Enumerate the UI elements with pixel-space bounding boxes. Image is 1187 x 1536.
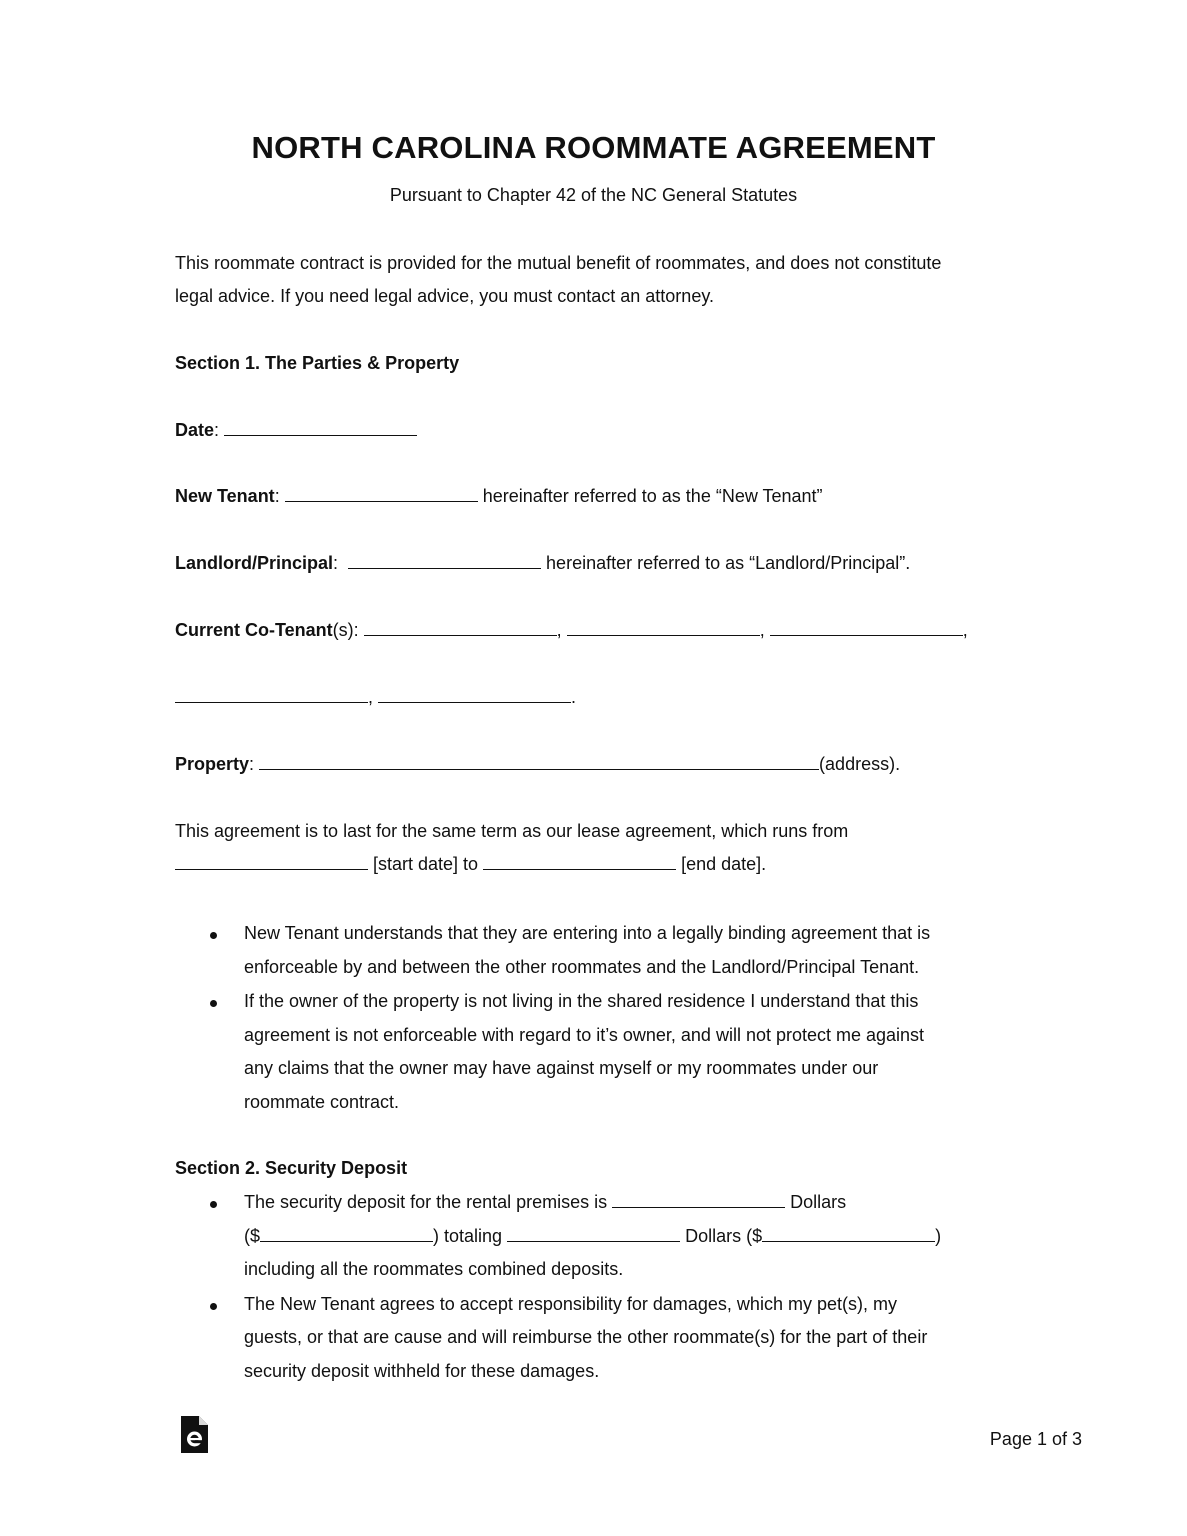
deposit-text: Dollars: [785, 1192, 847, 1212]
term-end-label: [end date].: [676, 854, 767, 874]
bullet-icon: [210, 1201, 217, 1208]
bullet-icon: [210, 932, 217, 939]
bullet-line: New Tenant understands that they are entering into a legally binding agreement that is: [244, 923, 931, 943]
list-item: [175, 917, 1015, 984]
deposit-amount-number-blank[interactable]: [260, 1224, 433, 1242]
bullet-line: enforceable by and between the other roommates and the Landlord/Principal Tenant.: [244, 956, 920, 977]
section-2-bullets: [175, 1186, 1015, 1388]
cotenant-blank-3[interactable]: [770, 618, 963, 636]
list-item: [175, 1186, 1015, 1287]
bullet-line: any claims that the owner may have against myself or my roommates under our: [244, 1058, 879, 1078]
section-1-heading: Section 1. The Parties & Property: [175, 353, 460, 373]
landlord-label: Landlord/Principal: [175, 553, 334, 573]
deposit-text: ) totaling: [433, 1225, 508, 1246]
deposit-text: Dollars ($: [680, 1225, 763, 1246]
cotenant-row: Current Co-Tenant(s): , , ,: [175, 620, 968, 640]
new-tenant-suffix: hereinafter referred to as the “New Tenant”: [477, 486, 823, 506]
section-2-heading: Section 2. Security Deposit: [175, 1158, 408, 1178]
intro-paragraph: [175, 247, 941, 313]
property-label: Property: [175, 754, 250, 774]
new-tenant-label: New Tenant: [175, 486, 275, 506]
intro-line-1: This roommate contract is provided for the mutual benefit of roommates, and does not constitute: [175, 253, 942, 273]
cotenant-row-2: , .: [175, 681, 576, 714]
cotenant-blank-4[interactable]: [175, 685, 368, 703]
landlord-blank[interactable]: [348, 551, 541, 569]
total-amount-words-blank[interactable]: [507, 1224, 680, 1242]
page-number: Page 1 of 3: [989, 1429, 1082, 1449]
total-amount-number-blank[interactable]: [762, 1224, 935, 1242]
bullet-line: agreement is not enforceable with regard to it’s owner, and will not protect me against: [244, 1024, 925, 1045]
property-suffix: (address).: [819, 754, 901, 774]
intro-line-2: legal advice. If you need legal advice, you must contact an attorney.: [175, 286, 714, 306]
date-row: Date:: [175, 414, 417, 447]
landlord-row: Landlord/Principal: hereinafter referred to as “Landlord/Principal”.: [175, 553, 911, 573]
bullet-line: If the owner of the property is not living in the shared residence I understand that this: [244, 991, 919, 1011]
list-item: [175, 1288, 1015, 1389]
term-start-label: [start date] to: [368, 854, 484, 874]
date-blank[interactable]: [224, 418, 417, 436]
deposit-line-1: [244, 1186, 1015, 1220]
bullet-icon: [210, 1303, 217, 1310]
cotenant-blank-2[interactable]: [567, 618, 760, 636]
term-paragraph: [175, 815, 848, 881]
end-date-blank[interactable]: [483, 852, 676, 870]
date-label: Date: [175, 420, 215, 440]
property-blank[interactable]: [259, 752, 819, 770]
document-title: NORTH CAROLINA ROOMMATE AGREEMENT: [251, 130, 936, 165]
deposit-text: ): [935, 1225, 942, 1246]
cotenant-label-suffix: (s):: [332, 620, 364, 640]
cotenant-blank-1[interactable]: [364, 618, 557, 636]
deposit-text: ($: [244, 1225, 261, 1246]
new-tenant-blank[interactable]: [285, 484, 478, 502]
bullet-line: security deposit withheld for these damages.: [244, 1360, 600, 1381]
property-row: Property: (address).: [175, 754, 901, 774]
eforms-logo-icon: [181, 1416, 208, 1453]
cotenant-label: Current Co-Tenant: [175, 620, 333, 640]
deposit-line-2: [244, 1220, 1015, 1254]
section-1-bullets: [175, 917, 1015, 1119]
bullet-line: roommate contract.: [244, 1091, 400, 1112]
start-date-blank[interactable]: [175, 852, 368, 870]
cotenant-blank-5[interactable]: [378, 685, 571, 703]
new-tenant-row: New Tenant: hereinafter referred to as the “New Tenant”: [175, 486, 823, 506]
bullet-line: guests, or that are cause and will reimburse the other roommate(s) for the part of their: [244, 1327, 928, 1347]
term-line-2: [175, 848, 848, 881]
deposit-line-3: including all the roommates combined deposits.: [244, 1259, 624, 1279]
deposit-amount-words-blank[interactable]: [612, 1190, 785, 1208]
bullet-icon: [210, 1000, 217, 1007]
bullet-line: The New Tenant agrees to accept responsibility for damages, which my pet(s), my: [244, 1293, 897, 1314]
landlord-suffix: hereinafter referred to as “Landlord/Principal”.: [541, 553, 911, 573]
term-line-1: This agreement is to last for the same term as our lease agreement, which runs from: [175, 821, 849, 841]
list-item: [175, 985, 1015, 1119]
document-subtitle: Pursuant to Chapter 42 of the NC General Statutes: [389, 185, 798, 205]
deposit-text: The security deposit for the rental premises is: [244, 1192, 613, 1212]
